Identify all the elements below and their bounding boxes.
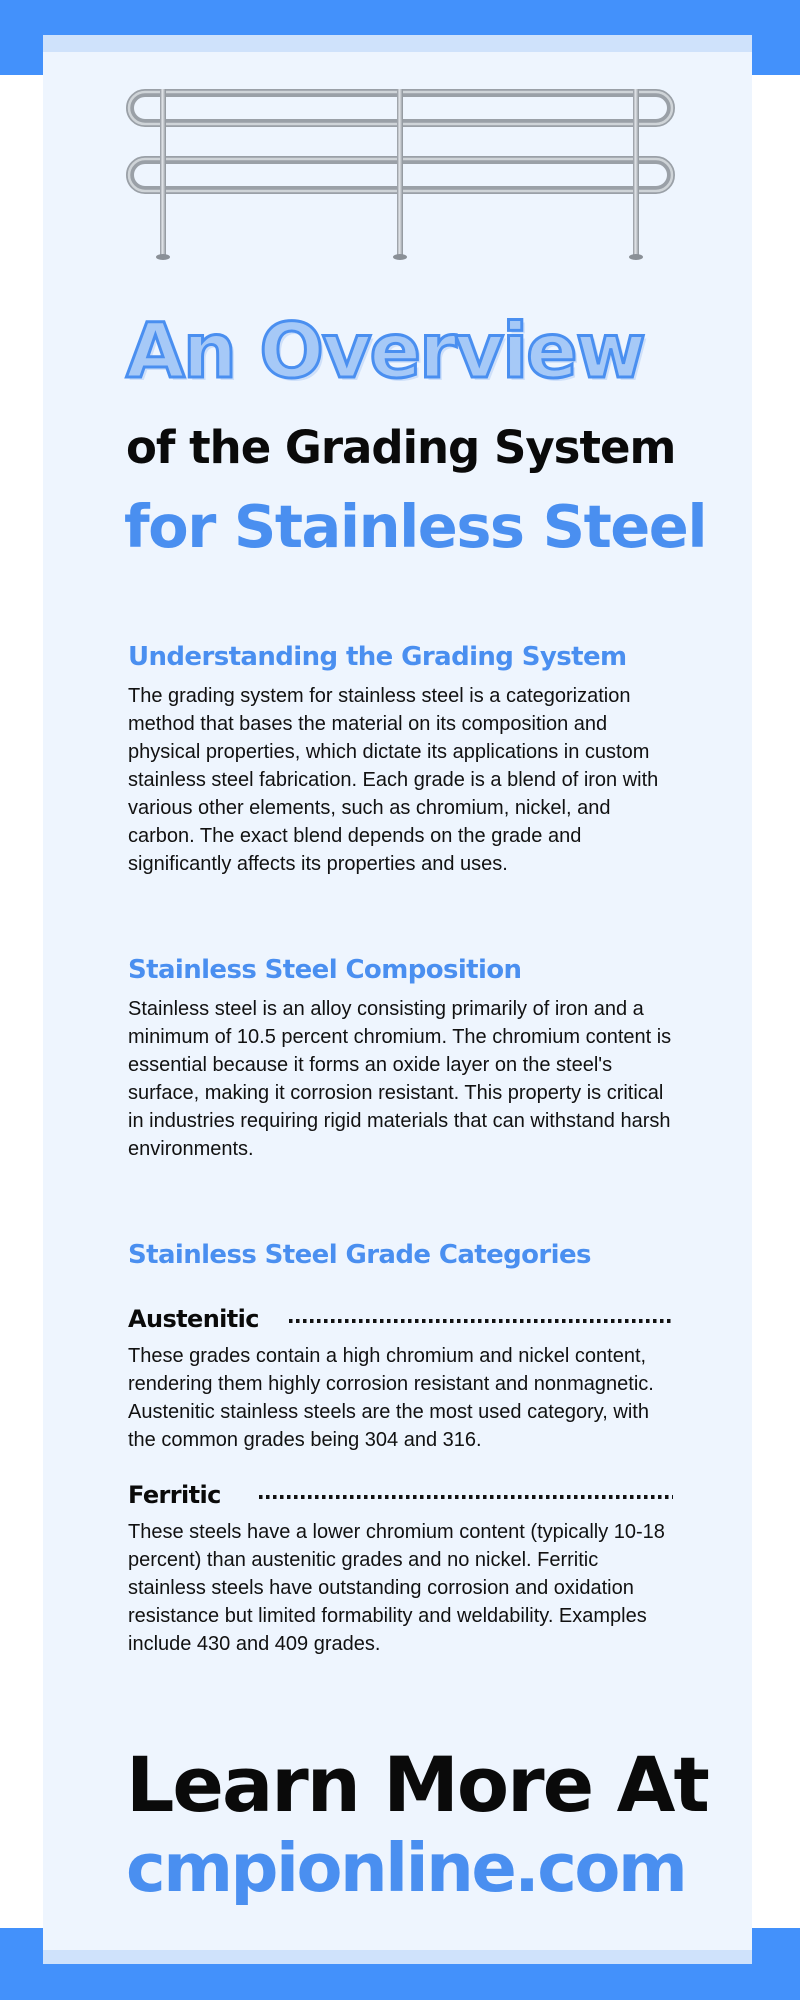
category-body: These steels have a lower chromium content (typically 10-18 percent) than austenitic grades and no nickel. Ferritic stainless steels have outstanding corrosion and oxidation resistance but limited formability and weldability. Examples include 430 and 409 grades. <box>128 1521 665 1655</box>
category-austenitic-header <box>128 1302 673 1336</box>
cta-website-link[interactable]: cmpionline.com <box>126 1829 686 1907</box>
card-top-strip <box>43 35 752 52</box>
title-an-overview: An Overview <box>126 306 644 395</box>
section-body: The grading system for stainless steel is a categorization method that bases the material on its composition and physical properties, which dictate its applications in custom stainless steel fabrication. Each grade is a blend of iron with various other elements, such as chromium, nickel, and carbon. The exact blend depends on the grade and significantly affects its properties and uses. <box>128 685 659 875</box>
cta-learn-more: Learn More At <box>126 1740 708 1829</box>
section-heading: Stainless Steel Grade Categories <box>128 1240 591 1270</box>
category-name: Ferritic <box>128 1481 221 1509</box>
section-understanding <box>128 640 673 878</box>
section-composition <box>128 953 673 1163</box>
title-stainless-steel: for Stainless Steel <box>124 492 707 561</box>
section-heading: Understanding the Grading System <box>128 642 627 672</box>
railing-illustration-icon <box>120 84 680 266</box>
section-heading: Stainless Steel Composition <box>128 955 522 985</box>
category-body: These grades contain a high chromium and nickel content, rendering them highly corrosion resistant and nonmagnetic. Austenitic stainless steels are the most used category, with the common grades being 304 and 316. <box>128 1345 654 1451</box>
dotted-leader <box>289 1319 673 1323</box>
category-ferritic-header <box>128 1478 673 1512</box>
section-body: Stainless steel is an alloy consisting primarily of iron and a minimum of 10.5 percent chromium. The chromium content is essential because it forms an oxide layer on the steel's surface, making it corrosion resistant. This property is critical in industries requiring rigid materials that can withstand harsh environments. <box>128 998 672 1160</box>
card-bottom-strip <box>43 1950 752 1964</box>
dotted-leader <box>259 1495 673 1499</box>
category-name: Austenitic <box>128 1305 259 1333</box>
title-grading-system: of the Grading System <box>126 421 676 474</box>
section-grade-categories <box>128 1238 673 1658</box>
